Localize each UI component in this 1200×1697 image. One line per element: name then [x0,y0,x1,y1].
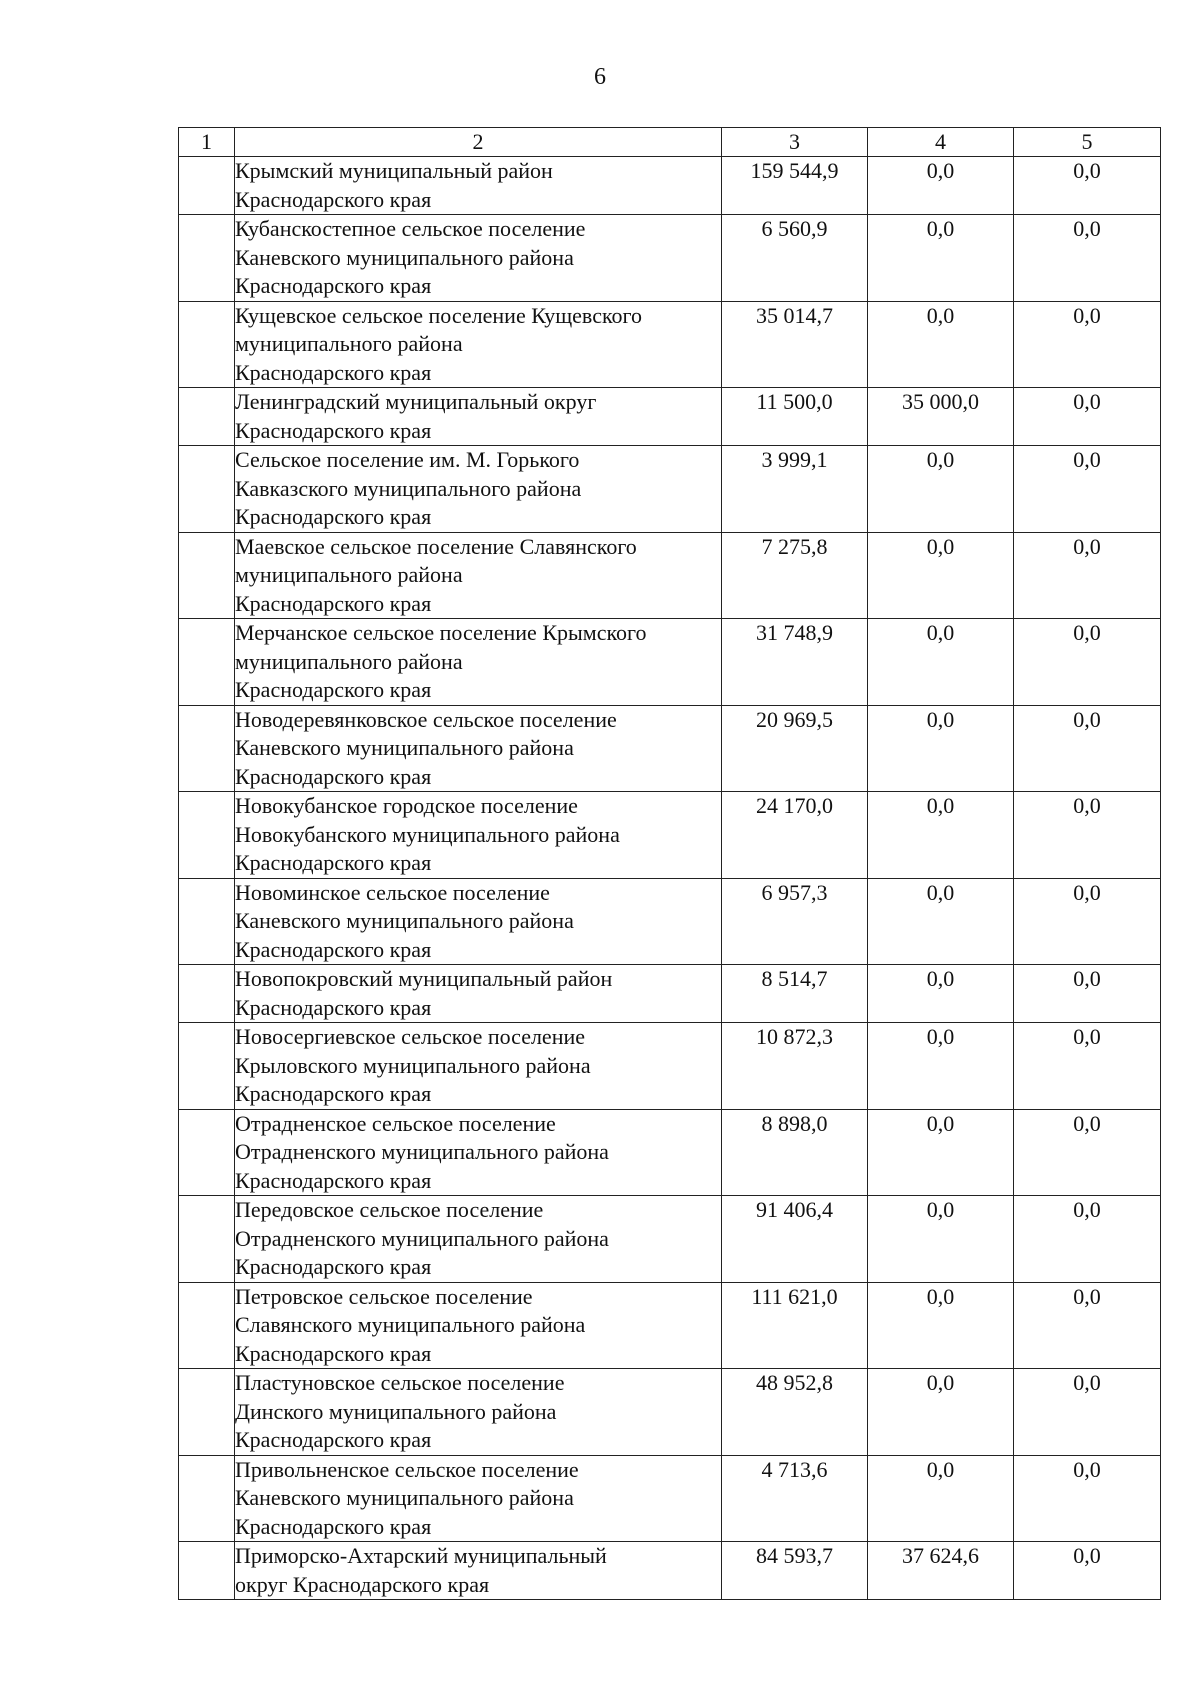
row-index-cell [179,1023,235,1110]
table-row [179,965,1161,1023]
row-index-cell [179,1369,235,1456]
amount-cell-c5: 0,0 [1014,1023,1161,1110]
amount-cell-c5: 0,0 [1014,157,1161,215]
amount-cell-c4: 0,0 [868,1023,1014,1110]
municipality-name-line: Краснодарского края [235,994,432,1020]
municipality-name-line: Кущевское сельское поселение Кущевского [235,302,642,328]
amount-cell-c5: 0,0 [1014,965,1161,1023]
municipality-name-line: Петровское сельское поселение [235,1283,533,1309]
municipality-name-line: Новодеревянковское сельское поселение [235,706,617,732]
municipality-name-line: Передовское сельское поселение [235,1197,544,1222]
amount-cell-c4: 37 624,6 [868,1542,1014,1600]
amount-cell-c4: 0,0 [868,215,1014,302]
municipality-name-line: Привольненское сельское поселение [235,1456,579,1482]
allocation-table [178,127,1161,1600]
municipality-name-line: Краснодарского края [235,1081,432,1106]
municipality-name-line: муниципального района [235,562,463,587]
table-row [179,792,1161,879]
municipality-name-line: Краснодарского края [235,359,432,385]
row-index-cell [179,1542,235,1600]
municipality-name-cell [235,965,722,1023]
amount-cell-c5: 0,0 [1014,1196,1161,1283]
municipality-name-line: Мерчанское сельское поселение Крымского [235,620,647,645]
amount-cell-c5: 0,0 [1014,1109,1161,1196]
municipality-name-line: Краснодарского края [235,936,432,962]
table-row [179,1282,1161,1369]
amount-cell-c3: 6 957,3 [722,878,868,965]
municipality-name-cell [235,532,722,619]
table-row [179,157,1161,215]
municipality-name-cell [235,1196,722,1283]
amount-cell-c5: 0,0 [1014,1542,1161,1600]
municipality-name-line: Отрадненского муниципального района [235,1225,609,1251]
municipality-name-line: Краснодарского края [235,1513,432,1539]
municipality-name-line: Крымский муниципальный район [235,158,553,183]
amount-cell-c3: 24 170,0 [722,792,868,879]
amount-cell-c3: 10 872,3 [722,1023,868,1110]
municipality-name-line: Новопокровский муниципальный район [235,966,613,991]
amount-cell-c3: 7 275,8 [722,532,868,619]
table-row [179,532,1161,619]
amount-cell-c3: 8 514,7 [722,965,868,1023]
column-header-5: 5 [1014,128,1161,157]
table-row [179,301,1161,388]
amount-cell-c3: 91 406,4 [722,1196,868,1283]
row-index-cell [179,1282,235,1369]
municipality-name-cell [235,1455,722,1542]
amount-cell-c3: 6 560,9 [722,215,868,302]
table-row [179,1542,1161,1600]
amount-cell-c3: 20 969,5 [722,705,868,792]
row-index-cell [179,1109,235,1196]
municipality-name-line: Каневского муниципального района [235,244,574,270]
municipality-name-line: Каневского муниципального района [235,1485,574,1510]
amount-cell-c5: 0,0 [1014,388,1161,446]
municipality-name-line: Новокубанского муниципального района [235,821,620,847]
municipality-name-cell [235,446,722,533]
row-index-cell [179,792,235,879]
amount-cell-c4: 0,0 [868,878,1014,965]
municipality-name-line: Краснодарского края [235,273,432,298]
amount-cell-c4: 0,0 [868,446,1014,533]
amount-cell-c4: 0,0 [868,301,1014,388]
municipality-name-cell [235,388,722,446]
amount-cell-c3: 11 500,0 [722,388,868,446]
municipality-name-line: Каневского муниципального района [235,908,574,933]
municipality-name-cell [235,301,722,388]
column-header-4: 4 [868,128,1014,157]
municipality-name-line: Новокубанское городское поселение [235,793,578,818]
municipality-name-line: Каневского муниципального района [235,735,574,760]
amount-cell-c3: 4 713,6 [722,1455,868,1542]
municipality-name-line: Краснодарского края [235,1167,432,1193]
row-index-cell [179,1196,235,1283]
municipality-name-line: Краснодарского края [235,1427,432,1452]
amount-cell-c3: 31 748,9 [722,619,868,706]
amount-cell-c4: 0,0 [868,965,1014,1023]
municipality-name-cell [235,1369,722,1456]
row-index-cell [179,878,235,965]
amount-cell-c4: 0,0 [868,619,1014,706]
amount-cell-c4: 0,0 [868,1196,1014,1283]
row-index-cell [179,446,235,533]
table-row [179,619,1161,706]
row-index-cell [179,1455,235,1542]
municipality-name-line: Краснодарского края [235,677,432,702]
row-index-cell [179,388,235,446]
table-row [179,1369,1161,1456]
municipality-name-line: Краснодарского края [235,417,432,443]
amount-cell-c3: 35 014,7 [722,301,868,388]
table-row [179,1023,1161,1110]
municipality-name-line: муниципального района [235,648,463,674]
column-header-2: 2 [235,128,722,157]
municipality-name-line: Краснодарского края [235,590,432,616]
column-header-1: 1 [179,128,235,157]
municipality-name-cell [235,157,722,215]
municipality-name-cell [235,619,722,706]
municipality-name-line: Славянского муниципального района [235,1312,586,1337]
municipality-name-line: Крыловского муниципального района [235,1052,591,1078]
table-row [179,705,1161,792]
table-header-row [179,128,1161,157]
amount-cell-c5: 0,0 [1014,301,1161,388]
municipality-name-line: Новоминское сельское поселение [235,879,550,905]
row-index-cell [179,965,235,1023]
amount-cell-c4: 0,0 [868,1369,1014,1456]
municipality-name-line: Пластуновское сельское поселение [235,1370,565,1395]
municipality-name-line: Сельское поселение им. М. Горького [235,447,580,472]
column-header-3: 3 [722,128,868,157]
amount-cell-c3: 84 593,7 [722,1542,868,1600]
amount-cell-c5: 0,0 [1014,446,1161,533]
amount-cell-c5: 0,0 [1014,705,1161,792]
municipality-name-line: Приморско-Ахтарский муниципальный [235,1543,607,1568]
amount-cell-c5: 0,0 [1014,619,1161,706]
amount-cell-c5: 0,0 [1014,878,1161,965]
municipality-name-cell [235,1109,722,1196]
table-row [179,878,1161,965]
table-row [179,215,1161,302]
municipality-name-line: Маевское сельское поселение Славянского [235,533,637,559]
row-index-cell [179,301,235,388]
municipality-name-line: Краснодарского края [235,1340,432,1366]
amount-cell-c3: 111 621,0 [722,1282,868,1369]
municipality-name-line: Краснодарского края [235,186,432,212]
municipality-name-line: Краснодарского края [235,1254,432,1279]
amount-cell-c4: 35 000,0 [868,388,1014,446]
amount-cell-c3: 3 999,1 [722,446,868,533]
municipality-name-line: Краснодарского края [235,850,432,875]
municipality-name-line: Ленинградский муниципальный округ [235,389,597,414]
row-index-cell [179,619,235,706]
municipality-name-line: Краснодарского края [235,504,432,529]
municipality-name-line: муниципального района [235,331,463,356]
municipality-name-line: Динского муниципального района [235,1398,557,1424]
amount-cell-c5: 0,0 [1014,1369,1161,1456]
table-row [179,388,1161,446]
amount-cell-c3: 8 898,0 [722,1109,868,1196]
table-row [179,446,1161,533]
municipality-name-line: округ Краснодарского края [235,1571,490,1597]
amount-cell-c5: 0,0 [1014,532,1161,619]
amount-cell-c5: 0,0 [1014,1282,1161,1369]
amount-cell-c5: 0,0 [1014,1455,1161,1542]
municipality-name-line: Кавказского муниципального района [235,475,582,501]
amount-cell-c4: 0,0 [868,1109,1014,1196]
municipality-name-line: Отрадненского муниципального района [235,1139,609,1164]
amount-cell-c4: 0,0 [868,792,1014,879]
table-row [179,1455,1161,1542]
municipality-name-cell [235,1023,722,1110]
municipality-name-line: Кубанскостепное сельское поселение [235,216,586,241]
row-index-cell [179,157,235,215]
municipality-name-cell [235,878,722,965]
municipality-name-cell [235,792,722,879]
row-index-cell [179,215,235,302]
amount-cell-c4: 0,0 [868,705,1014,792]
amount-cell-c4: 0,0 [868,1282,1014,1369]
amount-cell-c5: 0,0 [1014,215,1161,302]
amount-cell-c3: 48 952,8 [722,1369,868,1456]
amount-cell-c4: 0,0 [868,532,1014,619]
table-body [179,157,1161,1600]
municipality-name-cell [235,1282,722,1369]
municipality-name-cell [235,705,722,792]
table-row [179,1109,1161,1196]
row-index-cell [179,532,235,619]
municipality-name-cell [235,215,722,302]
table-row [179,1196,1161,1283]
municipality-name-line: Новосергиевское сельское поселение [235,1024,586,1049]
municipality-name-cell [235,1542,722,1600]
amount-cell-c5: 0,0 [1014,792,1161,879]
municipality-name-line: Отрадненское сельское поселение [235,1110,556,1136]
amount-cell-c4: 0,0 [868,157,1014,215]
municipality-name-line: Краснодарского края [235,763,432,789]
amount-cell-c4: 0,0 [868,1455,1014,1542]
row-index-cell [179,705,235,792]
page-number: 6 [594,64,606,90]
amount-cell-c3: 159 544,9 [722,157,868,215]
